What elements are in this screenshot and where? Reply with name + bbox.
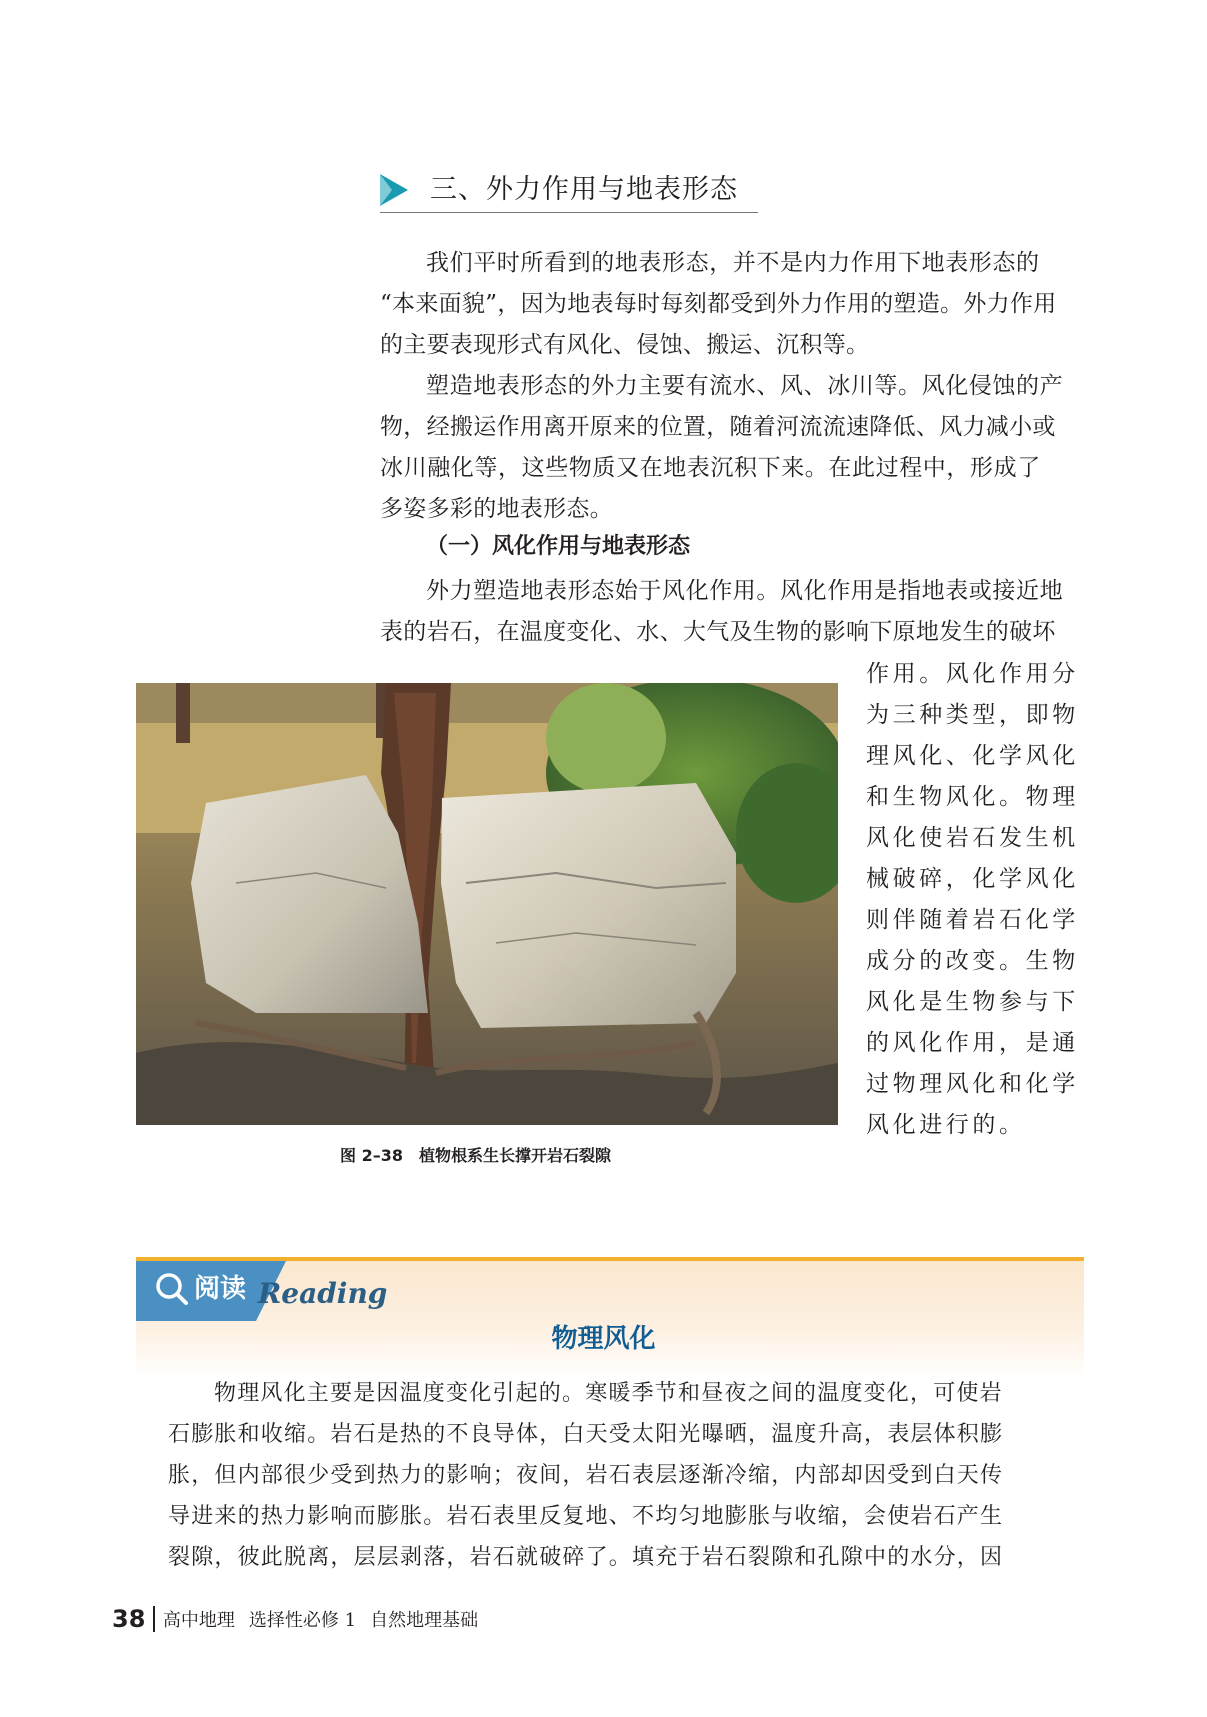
text-line: 作用。风化作用分 xyxy=(866,661,1079,687)
text-line: “本来面貌”，因为地表每时每刻都受到外力作用的塑造。外力作用 xyxy=(380,291,1057,317)
text-line: 为三种类型，即物 xyxy=(866,702,1079,728)
subsection-title: （一）风化作用与地表形态 xyxy=(426,534,691,559)
text-line: 的风化作用，是通 xyxy=(866,1030,1079,1056)
intro-paragraph-2 xyxy=(380,366,1084,530)
footer-book-info xyxy=(163,1606,492,1632)
reading-tag-graphic xyxy=(136,1261,396,1321)
text-line: 械破碎，化学风化 xyxy=(866,866,1079,892)
intro-paragraph-1 xyxy=(380,243,1084,366)
page-footer xyxy=(112,1605,492,1633)
weathering-side-column xyxy=(866,654,1084,1146)
photo-illustration xyxy=(136,683,838,1125)
text-line: 塑造地表形态的外力主要有流水、风、冰川等。风化侵蚀的产 xyxy=(426,373,1064,399)
reading-paragraph xyxy=(168,1373,1052,1578)
reading-tag xyxy=(136,1261,396,1321)
section-heading xyxy=(380,170,758,216)
text-line: 物，经搬运作用离开原来的位置，随着河流流速降低、风力减小或 xyxy=(380,414,1056,440)
text-line: 多姿多彩的地表形态。 xyxy=(380,496,613,522)
text-line: 我们平时所看到的地表形态，并不是内力作用下地表形态的 xyxy=(426,250,1040,276)
text-line: 成分的改变。生物 xyxy=(866,948,1079,974)
footer-volume: 选择性必修 1 xyxy=(248,1610,357,1631)
text-line: 则伴随着岩石化学 xyxy=(866,907,1079,933)
text-line: 风化使岩石发生机 xyxy=(866,825,1079,851)
footer-divider xyxy=(153,1606,155,1632)
page-number: 38 xyxy=(112,1605,146,1633)
text-line: 外力塑造地表形态始于风化作用。风化作用是指地表或接近地 xyxy=(426,578,1064,604)
text-line: 冰川融化等，这些物质又在地表沉积下来。在此过程中，形成了 xyxy=(380,455,1041,481)
weathering-paragraph xyxy=(380,571,1084,653)
text-line: 物理风化主要是因温度变化引起的。寒暖季节和昼夜之间的温度变化，可使岩 xyxy=(214,1381,1003,1406)
text-line: 风化进行的。 xyxy=(866,1112,1026,1138)
text-line: 胀，但内部很少受到热力的影响；夜间，岩石表层逐渐冷缩，内部却因受到白天传 xyxy=(168,1463,1004,1488)
figure-caption xyxy=(340,1143,611,1166)
triangle-bullet-icon xyxy=(380,174,408,206)
figure-number: 图 2–38 xyxy=(340,1146,403,1165)
text-line: 理风化、化学风化 xyxy=(866,743,1079,769)
reading-title: 物理风化 xyxy=(551,1324,656,1354)
text-line: 表的岩石，在温度变化、水、大气及生物的影响下原地发生的破坏 xyxy=(380,619,1056,645)
figure-photo-tree-splitting-rock xyxy=(136,683,838,1125)
reading-tag-label: 阅读 xyxy=(194,1274,247,1304)
section-underline xyxy=(380,212,758,213)
text-line: 风化是生物参与下 xyxy=(866,989,1079,1015)
reading-tag-english: Reading xyxy=(258,1277,388,1310)
text-line: 和生物风化。物理 xyxy=(866,784,1079,810)
footer-subject: 自然地理基础 xyxy=(370,1610,479,1631)
section-title: 三、外力作用与地表形态 xyxy=(430,174,738,205)
text-line: 导进来的热力影响而膨胀。岩石表里反复地、不均匀地膨胀与收缩，会使岩石产生 xyxy=(168,1504,1004,1529)
text-line: 过物理风化和化学 xyxy=(866,1071,1079,1097)
text-line: 裂隙，彼此脱离，层层剥落，岩石就破碎了。填充于岩石裂隙和孔隙中的水分，因 xyxy=(168,1545,1004,1570)
text-line: 石膨胀和收缩。岩石是热的不良导体，白天受太阳光曝晒，温度升高，表层体积膨 xyxy=(168,1422,1004,1447)
footer-book: 高中地理 xyxy=(162,1610,235,1631)
text-line: 的主要表现形式有风化、侵蚀、搬运、沉积等。 xyxy=(380,332,870,358)
figure-caption-text: 植物根系生长撑开岩石裂隙 xyxy=(418,1146,611,1165)
